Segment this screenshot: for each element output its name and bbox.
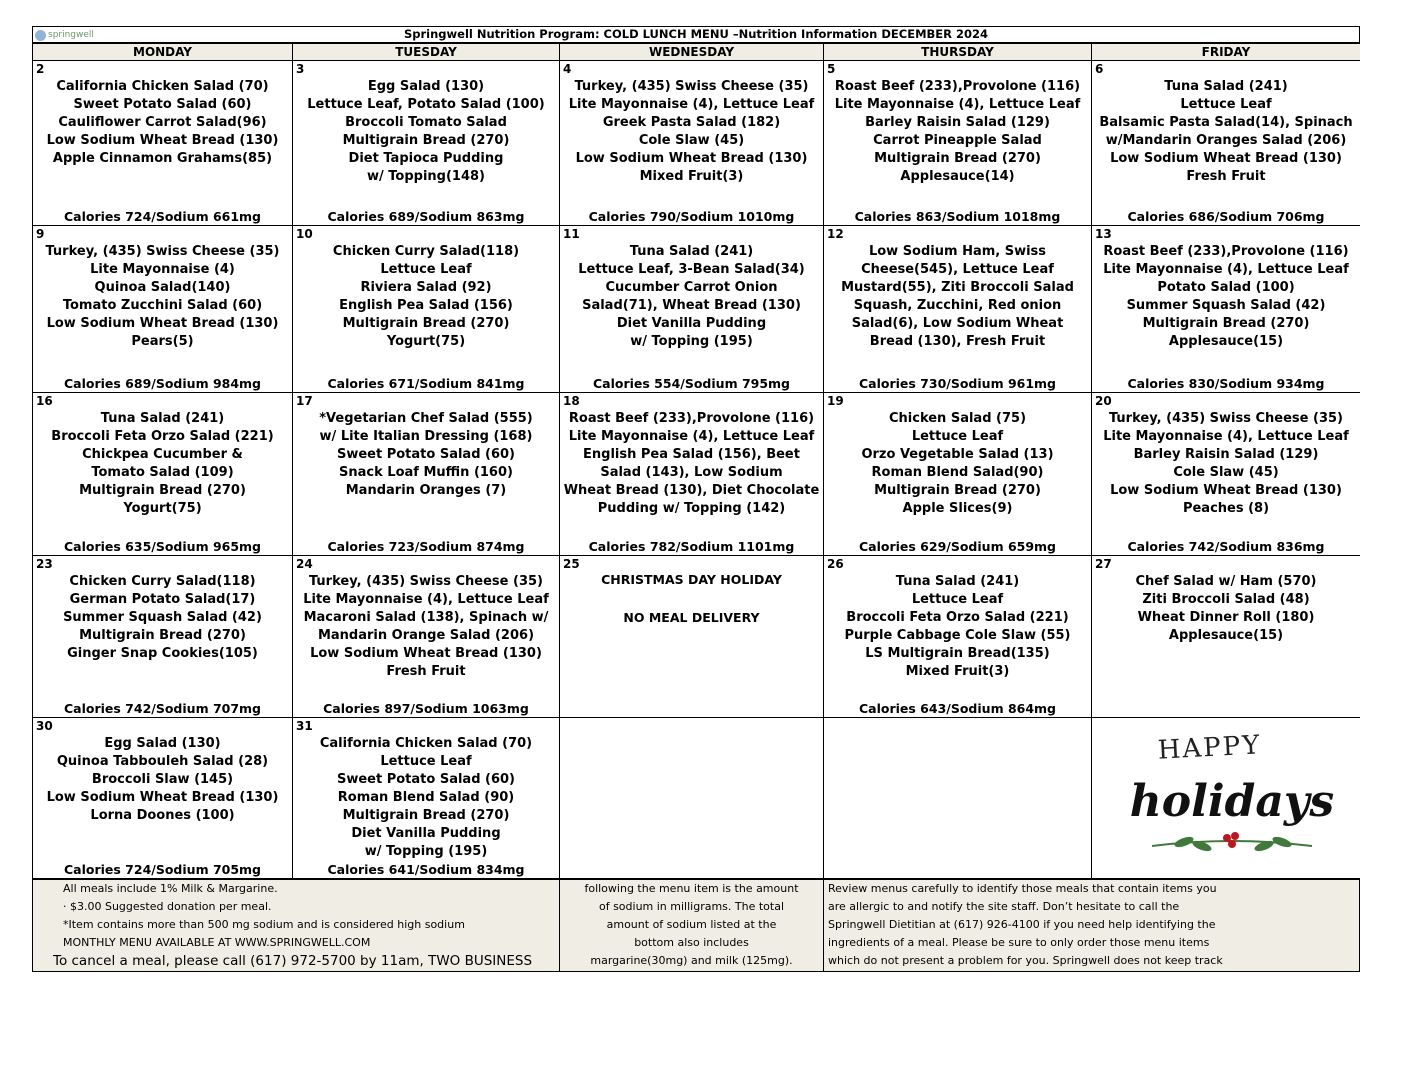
menu-item: Mixed Fruit(3) xyxy=(905,664,1010,679)
day-cell-25 xyxy=(559,555,824,718)
menu-item: Tuna Salad (241) xyxy=(100,411,225,426)
day-cell-19 xyxy=(823,392,1092,556)
menu-item: Ginger Snap Cookies(105) xyxy=(67,646,258,661)
menu-item: Riviera Salad (92) xyxy=(360,280,492,295)
menu-item: Barley Raisin Salad (129) xyxy=(1133,447,1319,462)
day-cell-9 xyxy=(32,225,293,393)
menu-item: Broccoli Slaw (145) xyxy=(91,772,234,787)
menu-item: Lite Mayonnaise (4), Lettuce Leaf xyxy=(568,97,815,112)
date-number: 11 xyxy=(563,227,580,241)
calories-sodium: Calories 897/Sodium 1063mg xyxy=(323,701,529,716)
menu-item: Potato Salad (100) xyxy=(1157,280,1295,295)
menu-item: Turkey, (435) Swiss Cheese (35) xyxy=(45,244,280,259)
menu-items xyxy=(293,410,559,500)
menu-item: Multigrain Bread (270) xyxy=(342,808,510,823)
menu-item: Cole Slaw (45) xyxy=(638,133,745,148)
menu-item: Multigrain Bread (270) xyxy=(342,133,510,148)
date-number: 31 xyxy=(296,719,313,733)
day-cell-24 xyxy=(292,555,560,718)
day-header-thursday: THURSDAY xyxy=(823,43,1092,61)
menu-item: w/Mandarin Oranges Salad (206) xyxy=(1105,133,1347,148)
menu-item: Apple Cinnamon Grahams(85) xyxy=(52,151,273,166)
footer-line: bottom also includes xyxy=(634,936,749,949)
menu-item: Orzo Vegetable Salad (13) xyxy=(861,447,1054,462)
menu-item: Lettuce Leaf xyxy=(380,262,472,277)
menu-item: Cheese(545), Lettuce Leaf xyxy=(861,262,1054,277)
footer-line: which do not present a problem for you. Springwell does not keep track xyxy=(828,954,1223,967)
calories-sodium: Calories 724/Sodium 661mg xyxy=(63,209,262,224)
menu-item: Applesauce(15) xyxy=(1168,334,1284,349)
empty-day-cell xyxy=(559,717,824,879)
menu-item: Low Sodium Ham, Swiss xyxy=(868,244,1047,259)
calories-sodium: Calories 629/Sodium 659mg xyxy=(858,539,1057,554)
date-number: 20 xyxy=(1095,394,1112,408)
day-cell-17 xyxy=(292,392,560,556)
day-cell-4 xyxy=(559,60,824,226)
day-cell-3 xyxy=(292,60,560,226)
day-cell-10 xyxy=(292,225,560,393)
springwell-logo xyxy=(35,28,94,42)
menu-item: Fresh Fruit xyxy=(1186,169,1266,184)
menu-item: Greek Pasta Salad (182) xyxy=(602,115,781,130)
menu-item: NO MEAL DELIVERY xyxy=(623,610,760,625)
menu-item: w/ Topping (195) xyxy=(364,844,488,859)
menu-items xyxy=(33,410,292,518)
menu-item: Roman Blend Salad (90) xyxy=(337,790,515,805)
date-number: 2 xyxy=(36,62,45,76)
page-title: Springwell Nutrition Program: COLD LUNCH MENU –Nutrition Information DECEMBER 2024 xyxy=(403,27,988,41)
footer-line: ingredients of a meal. Please be sure to only order those menu items xyxy=(828,936,1210,949)
menu-item: Salad (143), Low Sodium xyxy=(600,465,783,480)
day-cell-26 xyxy=(823,555,1092,718)
menu-item: Egg Salad (130) xyxy=(104,736,221,751)
menu-items xyxy=(33,78,292,168)
menu-item: Lite Mayonnaise (4), Lettuce Leaf xyxy=(1103,262,1349,277)
day-cell-12 xyxy=(823,225,1092,393)
menu-item: Mandarin Oranges (7) xyxy=(345,483,507,498)
menu-item: Low Sodium Wheat Bread (130) xyxy=(46,316,279,331)
menu-items xyxy=(1092,243,1360,351)
day-header-tuesday: TUESDAY xyxy=(292,43,560,61)
calories-sodium: Calories 790/Sodium 1010mg xyxy=(588,209,795,224)
day-header-wednesday: WEDNESDAY xyxy=(559,43,824,61)
calories-sodium: Calories 723/Sodium 874mg xyxy=(327,539,525,554)
date-number: 9 xyxy=(36,227,45,241)
menu-item: Chicken Curry Salad(118) xyxy=(332,244,520,259)
date-number: 4 xyxy=(563,62,572,76)
menu-item: w/ Topping(148) xyxy=(366,169,485,184)
date-number: 27 xyxy=(1095,557,1112,571)
menu-item: Low Sodium Wheat Bread (130) xyxy=(310,646,542,661)
menu-item: Purple Cabbage Cole Slaw (55) xyxy=(844,628,1071,643)
date-number: 3 xyxy=(296,62,305,76)
menu-item: Turkey, (435) Swiss Cheese (35) xyxy=(308,574,543,589)
menu-items xyxy=(1092,573,1360,645)
date-number: 13 xyxy=(1095,227,1112,241)
menu-items xyxy=(824,243,1091,351)
calories-sodium: Calories 724/Sodium 705mg xyxy=(63,862,262,877)
footer-line: following the menu item is the amount xyxy=(584,882,799,895)
menu-item: Quinoa Salad(140) xyxy=(94,280,231,295)
calories-sodium: Calories 863/Sodium 1018mg xyxy=(854,209,1061,224)
logo-icon xyxy=(35,30,46,41)
menu-item: Lettuce Leaf, 3-Bean Salad(34) xyxy=(578,262,805,277)
menu-items xyxy=(33,573,292,663)
menu-item: Multigrain Bread (270) xyxy=(342,316,510,331)
menu-item: Tuna Salad (241) xyxy=(1164,79,1288,94)
date-number: 23 xyxy=(36,557,53,571)
date-number: 6 xyxy=(1095,62,1104,76)
menu-item: LS Multigrain Bread(135) xyxy=(865,646,1050,661)
menu-item: Mandarin Orange Salad (206) xyxy=(317,628,535,643)
date-number: 25 xyxy=(563,557,580,571)
menu-item: Tuna Salad (241) xyxy=(629,244,754,259)
date-number: 19 xyxy=(827,394,844,408)
calories-sodium: Calories 730/Sodium 961mg xyxy=(858,376,1057,391)
day-cell-2 xyxy=(32,60,293,226)
logo-text: springwell xyxy=(48,29,94,40)
menu-item: Broccoli Tomato Salad xyxy=(345,115,507,130)
happy-holidays-graphic xyxy=(1092,718,1360,878)
menu-item: California Chicken Salad (70) xyxy=(319,736,533,751)
menu-item: Lite Mayonnaise (4), Lettuce Leaf xyxy=(568,429,815,444)
calories-sodium: Calories 742/Sodium 707mg xyxy=(63,701,262,716)
menu-item: Lorna Doones (100) xyxy=(90,808,235,823)
menu-item: Low Sodium Wheat Bread (130) xyxy=(1110,151,1342,166)
menu-item: Chickpea Cucumber & xyxy=(82,447,243,462)
footer-line: To cancel a meal, please call (617) 972-5700 by 11am, TWO BUSINESS xyxy=(53,953,533,969)
calories-sodium: Calories 782/Sodium 1101mg xyxy=(588,539,795,554)
menu-item: Diet Tapioca Pudding xyxy=(348,151,504,166)
day-cell-23 xyxy=(32,555,293,718)
footer-sodium-note xyxy=(559,879,824,972)
menu-item: German Potato Salad(17) xyxy=(69,592,256,607)
menu-item: California Chicken Salad (70) xyxy=(56,79,269,94)
menu-items xyxy=(824,78,1091,186)
empty-day-cell xyxy=(823,717,1092,879)
menu-item: Lettuce Leaf xyxy=(911,592,1004,607)
menu-item: w/ Lite Italian Dressing (168) xyxy=(319,429,533,444)
day-header-monday: MONDAY xyxy=(32,43,293,61)
menu-item: Sweet Potato Salad (60) xyxy=(336,772,516,787)
date-number: 16 xyxy=(36,394,53,408)
menu-item: Salad(6), Low Sodium Wheat xyxy=(851,316,1064,331)
calories-sodium: Calories 689/Sodium 984mg xyxy=(63,376,262,391)
footer-line: Springwell Dietitian at (617) 926-4100 if you need help identifying the xyxy=(828,918,1216,931)
menu-item: Summer Squash Salad (42) xyxy=(63,610,262,625)
date-number: 17 xyxy=(296,394,313,408)
menu-item: Multigrain Bread (270) xyxy=(79,483,246,498)
menu-items xyxy=(824,410,1091,518)
menu-item: Lite Mayonnaise (4) xyxy=(90,262,235,277)
menu-item: Pears(5) xyxy=(131,334,194,349)
menu-item: Yogurt(75) xyxy=(123,501,202,516)
day-cell-6 xyxy=(1091,60,1360,226)
footer-line: Review menus carefully to identify those meals that contain items you xyxy=(828,882,1217,895)
day-cell-27 xyxy=(1091,555,1360,718)
menu-item: Sweet Potato Salad (60) xyxy=(336,447,516,462)
menu-item: Lite Mayonnaise (4), Lettuce Leaf xyxy=(303,592,549,607)
menu-item: Turkey, (435) Swiss Cheese (35) xyxy=(574,79,809,94)
day-cell-30 xyxy=(32,717,293,879)
menu-item: Bread (130), Fresh Fruit xyxy=(869,334,1046,349)
menu-item: Summer Squash Salad (42) xyxy=(1126,298,1326,313)
menu-item: Multigrain Bread (270) xyxy=(1142,316,1310,331)
menu-item: Low Sodium Wheat Bread (130) xyxy=(575,151,808,166)
menu-items xyxy=(293,735,559,861)
menu-item: Squash, Zucchini, Red onion xyxy=(853,298,1062,313)
menu-item: Ziti Broccoli Salad (48) xyxy=(1142,592,1310,607)
menu-items xyxy=(33,243,292,351)
menu-item: English Pea Salad (156) xyxy=(339,298,513,313)
menu-item: Pudding w/ Topping (142) xyxy=(597,501,786,516)
menu-item: CHRISTMAS DAY HOLIDAY xyxy=(601,572,782,587)
happy-text: HAPPY xyxy=(1157,730,1263,766)
menu-item: Lettuce Leaf xyxy=(380,754,472,769)
menu-items xyxy=(1092,410,1360,518)
menu-items xyxy=(560,571,823,628)
menu-item: Sweet Potato Salad (60) xyxy=(73,97,252,112)
menu-items xyxy=(293,573,559,681)
date-number: 24 xyxy=(296,557,313,571)
menu-item: Lettuce Leaf, Potato Salad (100) xyxy=(307,97,545,112)
menu-item: Carrot Pineapple Salad xyxy=(873,133,1042,148)
menu-item: Egg Salad (130) xyxy=(367,79,485,94)
footer-line: amount of sodium listed at the xyxy=(606,918,777,931)
menu-item: Roast Beef (233),Provolone (116) xyxy=(1103,244,1349,259)
menu-item: Macaroni Salad (138), Spinach w/ xyxy=(303,610,549,625)
menu-item: Broccoli Feta Orzo Salad (221) xyxy=(846,610,1069,625)
menu-items xyxy=(1092,78,1360,186)
date-number: 26 xyxy=(827,557,844,571)
menu-item: Multigrain Bread (270) xyxy=(79,628,246,643)
date-number: 5 xyxy=(827,62,836,76)
menu-item: Lite Mayonnaise (4), Lettuce Leaf xyxy=(1103,429,1349,444)
menu-item: Chicken Curry Salad(118) xyxy=(69,574,256,589)
menu-item xyxy=(560,590,823,609)
footer-line: are allergic to and notify the site staff. Don’t hesitate to call the xyxy=(828,900,1180,913)
day-cell-18 xyxy=(559,392,824,556)
menu-item: Chicken Salad (75) xyxy=(888,411,1027,426)
menu-item: Cole Slaw (45) xyxy=(1173,465,1279,480)
menu-item: Lite Mayonnaise (4), Lettuce Leaf xyxy=(834,97,1081,112)
menu-item: Mixed Fruit(3) xyxy=(639,169,744,184)
menu-item: Wheat Dinner Roll (180) xyxy=(1137,610,1315,625)
footer-line: margarine(30mg) and milk (125mg). xyxy=(590,954,793,967)
menu-item: Applesauce(15) xyxy=(1168,628,1284,643)
calories-sodium: Calories 671/Sodium 841mg xyxy=(327,376,525,391)
day-cell-20 xyxy=(1091,392,1360,556)
menu-item: w/ Topping (195) xyxy=(630,334,753,349)
menu-item: Yogurt(75) xyxy=(386,334,466,349)
menu-item: Tuna Salad (241) xyxy=(895,574,1020,589)
menu-item: Peaches (8) xyxy=(1182,501,1270,516)
date-number: 10 xyxy=(296,227,313,241)
menu-item: Cauliflower Carrot Salad(96) xyxy=(58,115,267,130)
title-bar xyxy=(32,26,1360,43)
menu-item: Diet Vanilla Pudding xyxy=(616,316,767,331)
menu-sheet xyxy=(32,26,1360,972)
menu-item: Tomato Salad (109) xyxy=(91,465,234,480)
footer-notes xyxy=(32,879,560,972)
calories-sodium: Calories 686/Sodium 706mg xyxy=(1127,209,1325,224)
empty-day-cell xyxy=(1091,717,1360,879)
menu-item: Roast Beef (233),Provolone (116) xyxy=(834,79,1081,94)
day-cell-31 xyxy=(292,717,560,879)
footer-line: All meals include 1% Milk & Margarine. xyxy=(63,882,278,895)
menu-item: Low Sodium Wheat Bread (130) xyxy=(1110,483,1342,498)
footer-line: MONTHLY MENU AVAILABLE AT WWW.SPRINGWELL.COM xyxy=(63,936,371,949)
menu-items xyxy=(293,243,559,351)
menu-item: Diet Vanilla Pudding xyxy=(351,826,501,841)
menu-item: Chef Salad w/ Ham (570) xyxy=(1135,574,1317,589)
menu-item: Barley Raisin Salad (129) xyxy=(865,115,1050,130)
calories-sodium: Calories 554/Sodium 795mg xyxy=(592,376,791,391)
calories-sodium: Calories 635/Sodium 965mg xyxy=(63,539,262,554)
menu-items xyxy=(560,410,823,518)
date-number: 18 xyxy=(563,394,580,408)
menu-item: English Pea Salad (156), Beet xyxy=(583,447,800,462)
menu-items xyxy=(293,78,559,186)
holidays-text: holidays xyxy=(1129,776,1335,827)
menu-item: Fresh Fruit xyxy=(386,664,466,679)
day-cell-5 xyxy=(823,60,1092,226)
menu-item: Cucumber Carrot Onion xyxy=(605,280,778,295)
menu-item: Apple Slices(9) xyxy=(902,501,1013,516)
footer-line: *Item contains more than 500 mg sodium and is considered high sodium xyxy=(63,918,465,931)
menu-item: Wheat Bread (130), Diet Chocolate xyxy=(563,483,820,498)
calories-sodium: Calories 742/Sodium 836mg xyxy=(1127,539,1325,554)
menu-item: Applesauce(14) xyxy=(900,169,1015,184)
footer-line: · $3.00 Suggested donation per meal. xyxy=(63,900,272,913)
menu-items xyxy=(560,78,823,186)
calories-sodium: Calories 643/Sodium 864mg xyxy=(858,701,1057,716)
menu-item: Lettuce Leaf xyxy=(1180,97,1272,112)
day-header-friday: FRIDAY xyxy=(1091,43,1360,61)
footer-line: of sodium in milligrams. The total xyxy=(598,900,785,913)
holly-icon xyxy=(1152,832,1312,853)
menu-item: Salad(71), Wheat Bread (130) xyxy=(582,298,801,313)
menu-item: Broccoli Feta Orzo Salad (221) xyxy=(51,429,274,444)
date-number: 12 xyxy=(827,227,844,241)
menu-item: Low Sodium Wheat Bread (130) xyxy=(46,133,279,148)
date-number: 30 xyxy=(36,719,53,733)
menu-items xyxy=(824,573,1091,681)
menu-item: Multigrain Bread (270) xyxy=(874,151,1041,166)
footer-allergy-note xyxy=(823,879,1360,972)
menu-item: Lettuce Leaf xyxy=(911,429,1004,444)
calories-sodium: Calories 689/Sodium 863mg xyxy=(327,209,525,224)
menu-item: Multigrain Bread (270) xyxy=(874,483,1041,498)
menu-item: Quinoa Tabbouleh Salad (28) xyxy=(56,754,269,769)
menu-item: Roman Blend Salad(90) xyxy=(871,465,1044,480)
menu-items xyxy=(560,243,823,351)
menu-item: *Vegetarian Chef Salad (555) xyxy=(319,411,533,426)
calories-sodium: Calories 641/Sodium 834mg xyxy=(327,862,525,877)
menu-item: Mustard(55), Ziti Broccoli Salad xyxy=(841,280,1074,295)
menu-item: Tomato Zucchini Salad (60) xyxy=(62,298,263,313)
calories-sodium: Calories 830/Sodium 934mg xyxy=(1127,376,1325,391)
menu-item: Balsamic Pasta Salad(14), Spinach xyxy=(1099,115,1353,130)
menu-item: Low Sodium Wheat Bread (130) xyxy=(46,790,279,805)
day-cell-16 xyxy=(32,392,293,556)
day-cell-13 xyxy=(1091,225,1360,393)
menu-item: Turkey, (435) Swiss Cheese (35) xyxy=(1108,411,1343,426)
menu-item: Snack Loaf Muffin (160) xyxy=(339,465,513,480)
menu-item: Roast Beef (233),Provolone (116) xyxy=(568,411,815,426)
menu-items xyxy=(33,735,292,825)
day-cell-11 xyxy=(559,225,824,393)
